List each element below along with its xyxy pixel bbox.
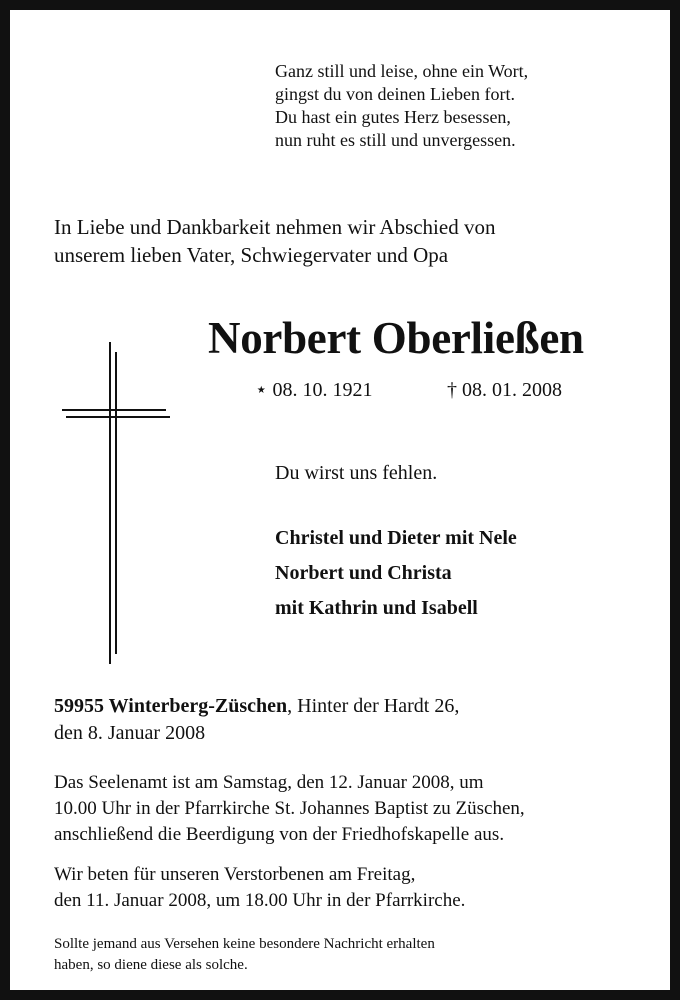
poem	[275, 60, 528, 152]
family-signatures	[275, 521, 517, 626]
poem-line: Ganz still und leise, ohne ein Wort,	[275, 61, 529, 81]
requiem-line: 10.00 Uhr in der Pfarrkirche St. Johannes Baptist zu Züschen,	[54, 798, 525, 819]
intro-line: unserem lieben Vater, Schwiegervater und Opa	[54, 243, 449, 267]
intro-text	[54, 213, 495, 269]
death-date: 08. 01. 2008	[462, 379, 562, 401]
birth-date: 08. 10. 1921	[272, 379, 373, 401]
family-line: Norbert und Christa	[275, 562, 452, 584]
prayer-line: Wir beten für unseren Verstorbenen am Freitag,	[54, 864, 416, 885]
address-block	[54, 693, 459, 747]
footnote-line: Sollte jemand aus Versehen keine besondere Nachricht erhalten	[54, 936, 435, 952]
life-dates	[255, 377, 562, 403]
address-place: 59955 Winterberg-Züschen	[54, 695, 288, 717]
requiem-line: anschließend die Beerdigung von der Friedhofskapelle aus.	[54, 824, 505, 845]
address-date: den 8. Januar 2008	[54, 722, 206, 744]
poem-line: nun ruht es still und unvergessen.	[275, 130, 516, 150]
prayer-line: den 11. Januar 2008, um 18.00 Uhr in der Pfarrkirche.	[54, 890, 466, 911]
family-line: mit Kathrin und Isabell	[275, 597, 478, 619]
notice-footnote	[54, 934, 435, 976]
dagger-icon: †	[447, 379, 457, 401]
footnote-line: haben, so diene diese als solche.	[54, 957, 248, 973]
death-date-group	[447, 377, 562, 403]
family-line: Christel und Dieter mit Nele	[275, 527, 517, 549]
address-street: , Hinter der Hardt 26,	[287, 695, 460, 717]
farewell-text: Du wirst uns fehlen.	[275, 462, 438, 484]
deceased-name: Norbert Oberließen	[208, 313, 584, 363]
intro-line: In Liebe und Dankbarkeit nehmen wir Abschied von	[54, 215, 496, 239]
poem-line: gingst du von deinen Lieben fort.	[275, 84, 515, 104]
requiem-info	[54, 770, 525, 848]
prayer-info	[54, 862, 465, 914]
star-icon: ⋆	[255, 379, 268, 401]
address-line	[54, 693, 459, 720]
poem-line: Du hast ein gutes Herz besessen,	[275, 107, 511, 127]
cross-icon	[58, 342, 172, 664]
requiem-line: Das Seelenamt ist am Samstag, den 12. Januar 2008, um	[54, 772, 484, 793]
